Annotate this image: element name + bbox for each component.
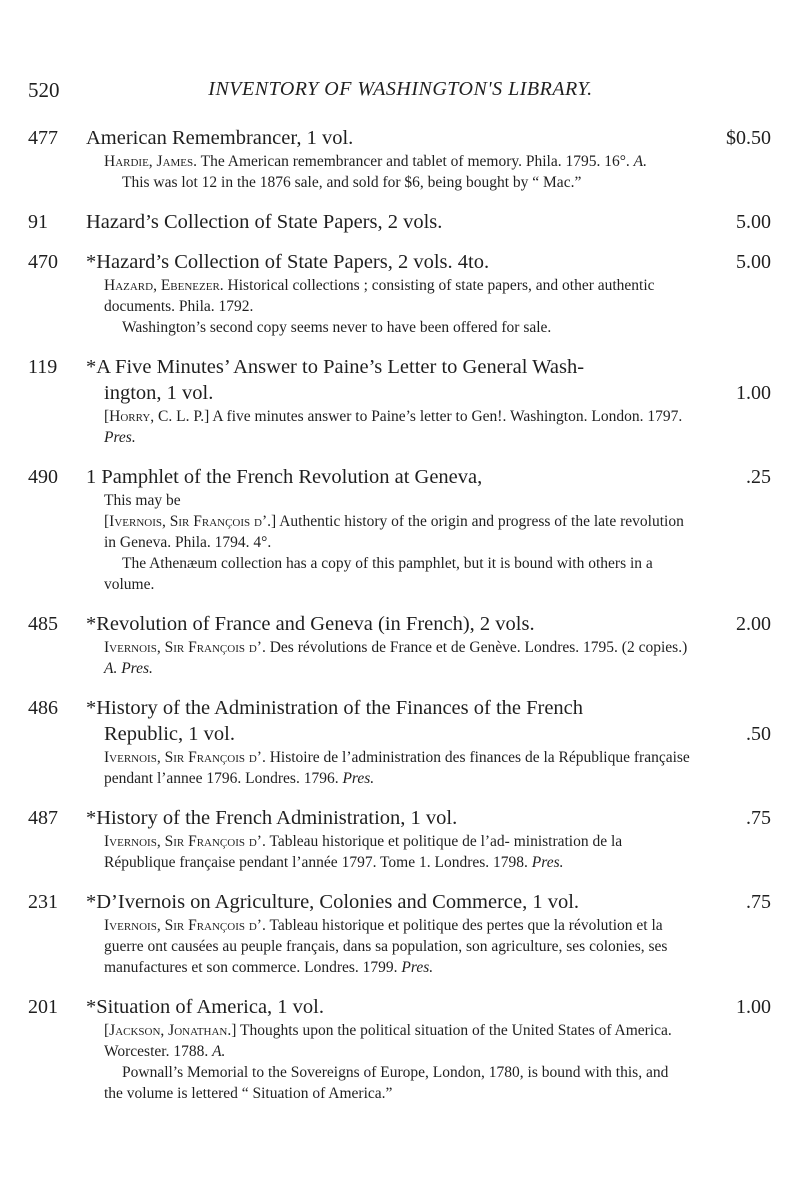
- entry-485: [0, 611, 801, 679]
- entry-470: [0, 249, 801, 338]
- price: .50: [746, 723, 771, 745]
- entry-detail: [104, 406, 691, 448]
- entry-detail: [104, 637, 691, 679]
- entry-detail: [104, 915, 691, 978]
- citation: Des révolutions de France et de Genève. Londres. 1795. (2 copies.): [269, 639, 688, 656]
- lot-number: 477: [28, 127, 58, 149]
- entry-231: [0, 889, 801, 978]
- author: [Horry, C. L. P.]: [104, 408, 210, 425]
- citation: Tableau historique et politique de l’ad- ministration de la République française pendant l’année 1797. Tome 1. Londres. 1798.: [104, 833, 623, 871]
- author: Hazard, Ebenezer.: [104, 277, 224, 294]
- citation: Authentic history of the origin and progress of the late revolution in Geneva. Phila. 1794. 4°.: [104, 513, 684, 551]
- lot-number: 119: [28, 356, 58, 378]
- note: The Athenæum collection has a copy of this pamphlet, but it is bound with others in a volume.: [104, 555, 653, 593]
- entry-title: *Revolution of France and Geneva (in French), 2 vols.: [86, 613, 535, 635]
- citation: Tableau historique et politique des pertes que la révolution et la guerre ont causées au peuple français, dans sa population, son agriculture, ses colonies, ses manufactures et son commerce. Londres. 1799.: [104, 917, 668, 976]
- price: .75: [746, 807, 771, 829]
- prefatory-note: This may be: [104, 492, 181, 509]
- citation: The American remembrancer and tablet of memory. Phila. 1795. 16°.: [200, 153, 630, 170]
- entry-title: *History of the French Administration, 1 vol.: [86, 807, 458, 829]
- entry-477: [0, 125, 801, 193]
- holding-mark: Pres.: [342, 770, 375, 787]
- entry-title-line-1: *History of the Administration of the Finances of the French: [86, 697, 584, 719]
- lot-number: 487: [28, 807, 58, 829]
- author: Ivernois, Sir François d’.: [104, 639, 266, 656]
- entry-title-line-2: Republic, 1 vol.: [104, 723, 235, 745]
- lot-number: 485: [28, 613, 58, 635]
- price: 5.00: [736, 251, 771, 273]
- price: 2.00: [736, 613, 771, 635]
- price: .25: [746, 466, 771, 488]
- holding-mark: Pres.: [401, 959, 434, 976]
- lot-number: 231: [28, 891, 58, 913]
- author: Ivernois, Sir François d’.: [104, 833, 266, 850]
- entry-detail: [104, 151, 691, 193]
- holding-mark: A. Pres.: [104, 660, 153, 677]
- entry-title: 1 Pamphlet of the French Revolution at Geneva,: [86, 466, 483, 488]
- running-title: INVENTORY OF WASHINGTON'S LIBRARY.: [208, 78, 593, 100]
- entry-detail: [104, 831, 691, 873]
- entry-486: [0, 695, 801, 789]
- price: 1.00: [736, 996, 771, 1018]
- price: $0.50: [726, 127, 771, 149]
- price: 1.00: [736, 382, 771, 404]
- author: Ivernois, Sir François d’.: [104, 917, 266, 934]
- entry-detail: [104, 747, 691, 789]
- price: .75: [746, 891, 771, 913]
- author: [Ivernois, Sir François d’.]: [104, 513, 277, 530]
- lot-number: 470: [28, 251, 58, 273]
- inventory-list: [0, 125, 801, 1120]
- entry-title-line-2: ington, 1 vol.: [104, 382, 214, 404]
- entry-487: [0, 805, 801, 873]
- entry-title: *Situation of America, 1 vol.: [86, 996, 324, 1018]
- lot-number: 490: [28, 466, 58, 488]
- citation: Historical collections ; consisting of state papers, and other authentic documents. Phila. 1792.: [104, 277, 655, 315]
- entry-201: [0, 994, 801, 1104]
- holding-mark: Pres.: [104, 429, 136, 446]
- page-header: [0, 78, 801, 108]
- holding-mark: A.: [633, 153, 648, 170]
- entry-detail: [104, 490, 691, 595]
- lot-number: 201: [28, 996, 58, 1018]
- author: [Jackson, Jonathan.]: [104, 1022, 237, 1039]
- citation: Thoughts upon the political situation of the United States of America. Worcester. 1788.: [104, 1022, 672, 1060]
- citation: Histoire de l’administration des finances de la République française pendant l’annee 1796. Londres. 1796.: [104, 749, 690, 787]
- citation: A five minutes answer to Paine’s letter to Gen!. Washington. London. 1797.: [212, 408, 683, 425]
- holding-mark: A.: [212, 1043, 226, 1060]
- entry-title: *D’Ivernois on Agriculture, Colonies and Commerce, 1 vol.: [86, 891, 580, 913]
- entry-91: [0, 209, 801, 235]
- entry-title: *Hazard’s Collection of State Papers, 2 vols. 4to.: [86, 251, 490, 273]
- entry-title: American Remembrancer, 1 vol.: [86, 127, 354, 149]
- author: Ivernois, Sir François d’.: [104, 749, 266, 766]
- note: Pownall’s Memorial to the Sovereigns of Europe, London, 1780, is bound with this, and the volume is lettered “ Situation of America.”: [104, 1064, 669, 1102]
- page-number: 520: [28, 78, 60, 102]
- lot-number: 486: [28, 697, 58, 719]
- entry-490: [0, 464, 801, 595]
- entry-title: Hazard’s Collection of State Papers, 2 vols.: [86, 211, 443, 233]
- entry-119: [0, 354, 801, 448]
- entry-title-line-1: *A Five Minutes’ Answer to Paine’s Letter to General Wash-: [86, 356, 585, 378]
- lot-number: 91: [28, 211, 48, 233]
- note: Washington’s second copy seems never to have been offered for sale.: [122, 319, 552, 336]
- entry-detail: [104, 275, 691, 338]
- note: This was lot 12 in the 1876 sale, and sold for $6, being bought by “ Mac.”: [122, 174, 582, 191]
- price: 5.00: [736, 211, 771, 233]
- entry-detail: [104, 1020, 691, 1104]
- author: Hardie, James.: [104, 153, 198, 170]
- holding-mark: Pres.: [531, 854, 564, 871]
